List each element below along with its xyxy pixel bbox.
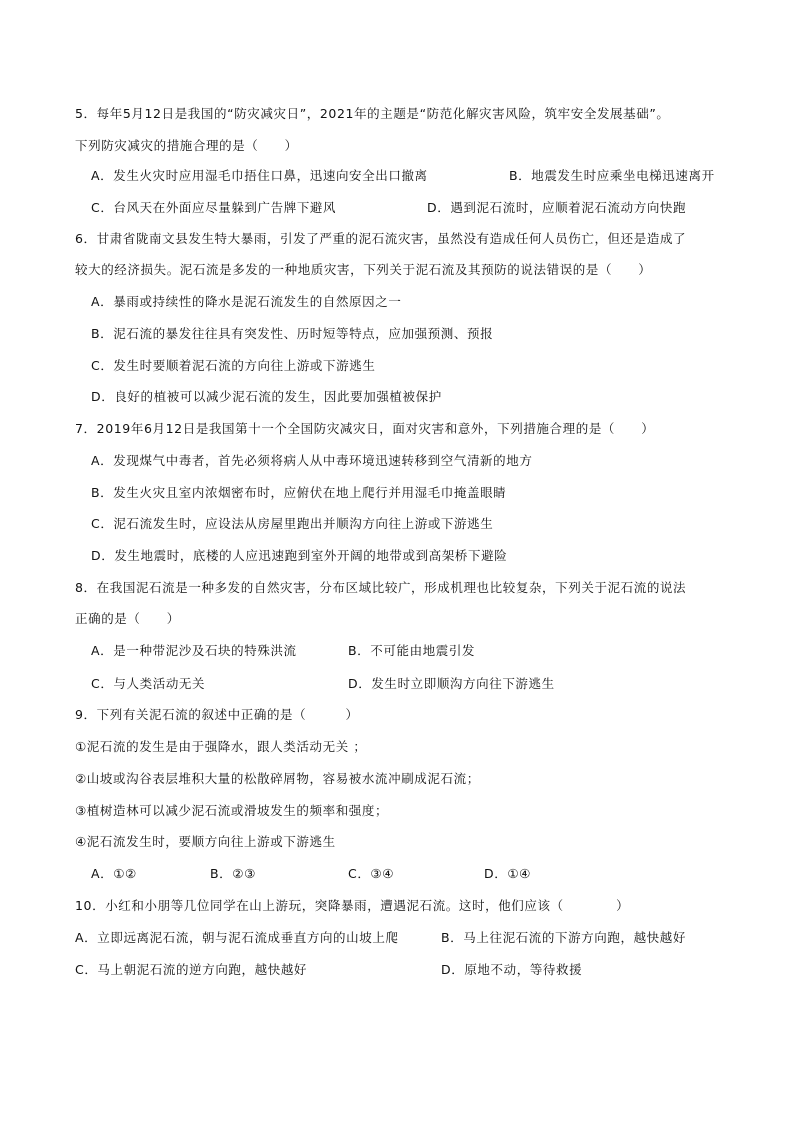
q6-stem-line1: 6．甘肃省陇南文县发生特大暴雨，引发了严重的泥石流灾害，虽然没有造成任何人员伤亡，但还是造成了: [75, 231, 687, 246]
q9-option-d: D．①④: [484, 866, 531, 881]
q9-option-a: A．①②: [91, 866, 137, 881]
q9-stem: 9．下列有关泥石流的叙述中正确的是（ ）: [75, 707, 359, 722]
q9-option-b: B．②③: [210, 866, 256, 881]
q5-option-b: B．地震发生时应乘坐电梯迅速离开: [509, 168, 715, 183]
q10-option-c: C．马上朝泥石流的逆方向跑，越快越好: [75, 962, 308, 977]
q7-option-c: C．泥石流发生时，应设法从房屋里跑出并顺沟方向往上游或下游逃生: [91, 516, 494, 531]
q5-option-a: A．发生火灾时应用湿毛巾捂住口鼻，迅速向安全出口撤离: [91, 168, 428, 183]
q7-option-d: D．发生地震时，底楼的人应迅速跑到室外开阔的地带或到高架桥下避险: [91, 548, 508, 563]
q9-statement-1: ①泥石流的发生是由于强降水，跟人类活动无关 ；: [75, 739, 367, 754]
q7-option-b: B．发生火灾且室内浓烟密布时，应俯伏在地上爬行并用湿毛巾掩盖眼睛: [91, 485, 507, 500]
q5-option-d: D．遇到泥石流时，应顺着泥石流动方向快跑: [427, 200, 687, 215]
q5-option-c: C．台风天在外面应尽量躲到广告牌下避风: [91, 200, 337, 215]
q8-option-b: B．不可能由地震引发: [348, 643, 476, 658]
q6-option-b: B．泥石流的暴发往往具有突发性、历时短等特点，应加强预测、预报: [91, 326, 494, 341]
q6-stem-line2: 较大的经济损失。泥石流是多发的一种地质灾害，下列关于泥石流及其预防的说法错误的是（ ）: [75, 262, 652, 277]
q5-stem-line2: 下列防灾减灾的措施合理的是（ ）: [75, 138, 298, 153]
q8-option-c: C．与人类活动无关: [91, 676, 206, 691]
q10-option-b: B．马上往泥石流的下游方向跑，越快越好: [441, 930, 686, 945]
q10-option-a: A．立即远离泥石流，朝与泥石流成垂直方向的山坡上爬: [75, 930, 399, 945]
q6-option-c: C．发生时要顺着泥石流的方向往上游或下游逃生: [91, 358, 376, 373]
q6-option-d: D．良好的植被可以减少泥石流的发生，因此要加强植被保护: [91, 389, 442, 404]
q7-stem: 7．2019年6月12日是我国第十一个全国防灾减灾日，面对灾害和意外，下列措施合理的是（ ）: [75, 421, 655, 436]
q8-stem-line1: 8．在我国泥石流是一种多发的自然灾害，分布区域比较广，形成机理也比较复杂，下列关于泥石流的说法: [75, 580, 687, 595]
q5-stem-line1: 5．每年5月12日是我国的“防灾减灾日”，2021年的主题是“防范化解灾害风险，筑牢安全发展基础”。: [75, 106, 670, 121]
q9-statement-2: ②山坡或沟谷表层堆积大量的松散碎屑物，容易被水流冲刷成泥石流；: [75, 771, 480, 786]
q6-option-a: A．暴雨或持续性的降水是泥石流发生的自然原因之一: [91, 294, 402, 309]
q9-statement-3: ③植树造林可以减少泥石流或滑坡发生的频率和强度；: [75, 803, 389, 818]
q10-stem: 10．小红和小朋等几位同学在山上游玩，突降暴雨，遭遇泥石流。这时，他们应该（ ）: [75, 898, 630, 913]
q7-option-a: A．发现煤气中毒者，首先必须将病人从中毒环境迅速转移到空气清新的地方: [91, 453, 533, 468]
q9-statement-4: ④泥石流发生时，要顺方向往上游或下游逃生: [75, 834, 336, 849]
q8-option-a: A．是一种带泥沙及石块的特殊洪流: [91, 643, 297, 658]
q8-stem-line2: 正确的是（ ）: [75, 611, 180, 626]
q8-option-d: D．发生时立即顺沟方向往下游逃生: [348, 676, 555, 691]
q10-option-d: D．原地不动，等待救援: [441, 962, 583, 977]
q9-option-c: C．③④: [348, 866, 395, 881]
